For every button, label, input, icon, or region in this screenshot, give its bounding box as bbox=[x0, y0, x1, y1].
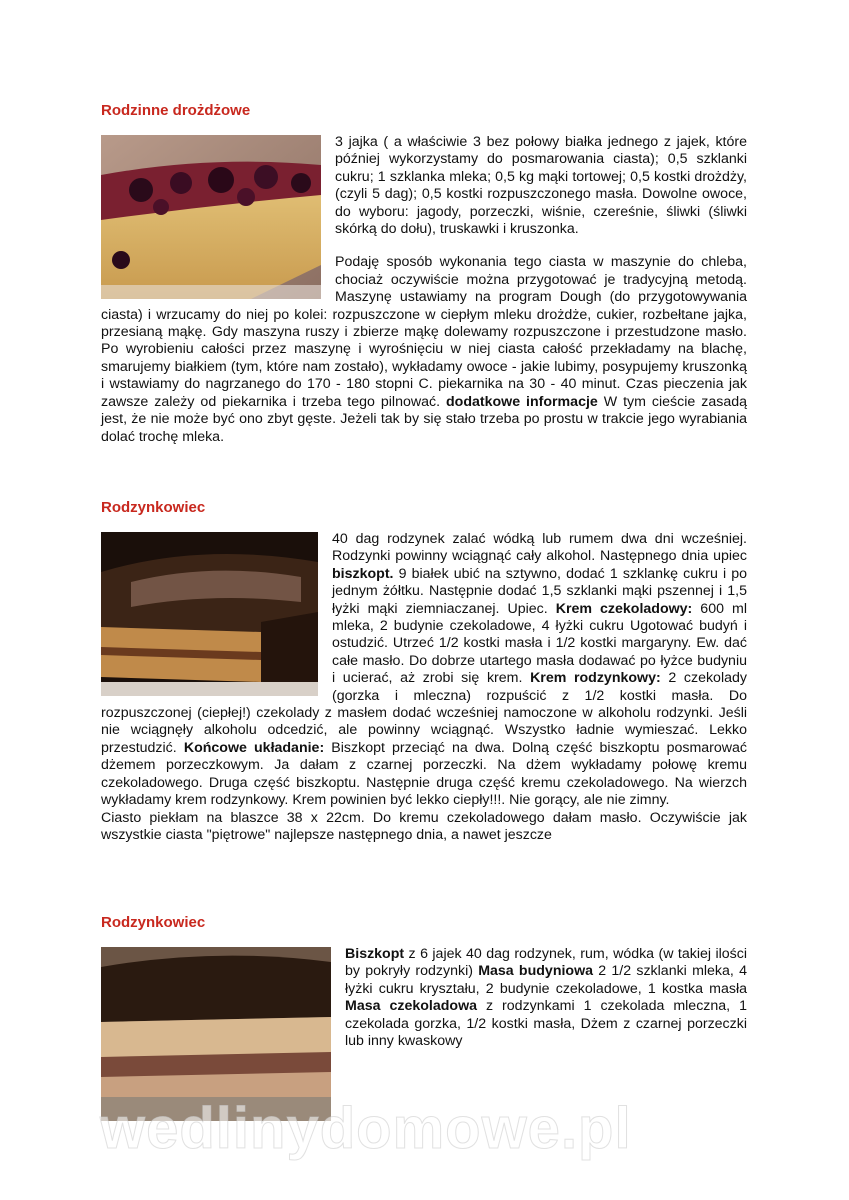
text-run: 600 ml mleka, 2 budynie czekoladowe, 4 łyżki cukru Ugotować budyń i ostudzić. Utrzeć 1/2 kostki masła i 1/2 kostki margaryny. Ew. dać całe masło. Do dobrze utartego masła dodawać po łyżce budyniu i ucierać, aż zrobi się krem. bbox=[332, 600, 747, 687]
site-watermark: wedlinydomowe.pl bbox=[100, 1096, 632, 1161]
recipe-body bbox=[101, 531, 747, 844]
bold-run: Masa budyniowa bbox=[478, 963, 594, 980]
text-run: W tym cieście zasadą jest, że nie może być ono zbyt gęste. Jeżeli tak by się stało trzeba po prostu w trakcie jego wyrabiania dolać trochę mleka. bbox=[101, 393, 747, 445]
text-run: Ciasto piekłam na blaszce 38 x 22cm. Do kremu czekoladowego dałam masło. Oczywiście jak wszystkie ciasta "piętrowe" najlepsze następnego dnia, a nawet jeszcze bbox=[101, 809, 747, 843]
bold-run: Krem rodzynkowy: bbox=[530, 670, 661, 687]
bold-run: Masa czekoladowa bbox=[345, 998, 477, 1015]
note-paragraph bbox=[101, 810, 747, 845]
recipe-body bbox=[101, 946, 747, 1050]
recipe-title: Rodzynkowiec bbox=[101, 914, 206, 931]
bold-run: Krem czekoladowy: bbox=[555, 600, 693, 617]
bold-run: biszkopt. bbox=[332, 565, 394, 582]
bold-run: Końcowe układanie: bbox=[183, 739, 325, 756]
text-run: 3 jajka ( a właściwie 3 bez połowy białka jednego z jajek, które później wykorzystamy do posmarowania ciasta); 0,5 szklanki cukru; 1 szklanka mleka; 0,5 kg mąki tortowej; 0,5 kostki drożdży, (czyli 5 dag); 0,5 kostki rozpuszczonego masła. Dowolne owoce, do wyboru: jagody, porzeczki, wiśnie, czereśnie, śliwki (śliwki skórką do dołu), truskawki i kruszonka. bbox=[335, 134, 747, 238]
recipe-title: Rodzinne drożdżowe bbox=[101, 102, 251, 119]
recipe-section-2 bbox=[101, 499, 747, 844]
bold-run: Biszkopt bbox=[345, 946, 405, 962]
bold-run: dodatkowe informacje bbox=[445, 393, 598, 410]
text-run: Podaję sposób wykonania tego ciasta w maszynie do chleba, chociaż oczywiście można przygotować je tradycyjną metodą. Maszynę ustawiamy na program Dough (do przygotowywania ciasta) i wrzucamy do niej po kolei: rozpuszczone w ciepłym mleku drożdże, cukier, rozbełtane jajka, przesianą mąkę. Gdy maszyna ruszy i zbierze mąkę dolewamy rozpuszczone i przestudzone masło. Po wyrobieniu całości przez maszynę i wyrośnięciu w niej ciasta całość przekładamy na blachę, smarujemy białkiem (tym, które nam zostało), wykładamy owoce - jakie lubimy, posypujemy kruszonką i wstawiamy do nagrzanego do 170 - 180 stopni C. piekarnika na 30 - 40 minut. Czas pieczenia jak zawsze zależy od piekarnika i trzeba tego pilnować. bbox=[101, 254, 747, 410]
text-run: 2 1/2 szklanki mleka, 4 łyżki cukru kryształu, 2 budynie czekoladowe, 1 kostka masła bbox=[345, 963, 747, 997]
text-run: 9 białek ubić na sztywno, dodać 1 szklankę cukru i po jednym żółtku. Następnie dodać 1,5 szklanki mąki pszennej i 1,5 łyżki mąki ziemniaczanej. Upiec. bbox=[332, 565, 747, 617]
recipe-section-3 bbox=[101, 914, 747, 1125]
text-run: 2 czekolady (gorzka i mleczna) rozpuścić z 1/2 kostki masła. Do rozpuszczonej (ciepłej!) czekolady z masłem dodać wcześniej namoczone w alkoholu rodzynki. Jeśli nie wciągnęły alkoholu odcedzić, ale powinny wciągnąć. Wszystko ładnie wymieszać. Lekko przestudzić. bbox=[101, 670, 747, 756]
recipe-section-1 bbox=[101, 102, 747, 446]
text-run: Biszkopt przeciąć na dwa. Dolną część biszkoptu posmarować dżemem porzeczkowym. Ja dałam z czarnej porzeczki. Na dżem wykładamy połowę kremu czekoladowego. Druga część biszkoptu. Następnie druga część kremu czekoladowego. Na wierzch wykładamy krem rodzynkowy. Krem powinien być lekko ciepły!!!. Nie gorący, ale nie zimny. bbox=[101, 739, 748, 809]
cake-photo bbox=[101, 135, 321, 299]
text-run: 40 dag rodzynek zalać wódką lub rumem dwa dni wcześniej. Rodzynki powinny wciągnąć cały alkohol. Następnego dnia upiec bbox=[332, 531, 747, 565]
text-run: z 6 jajek 40 dag rodzynek, rum, wódka (w takiej ilości by pokryły rodzynki) bbox=[345, 946, 747, 980]
cake-photo bbox=[101, 532, 318, 696]
recipe-body bbox=[101, 134, 747, 446]
recipe-title: Rodzynkowiec bbox=[101, 499, 206, 516]
text-run: z rodzynkami 1 czekolada mleczna, 1 czekolada gorzka, 1/2 kostki masła, Dżem z czarnej porzeczki lub inny kwaskowy bbox=[345, 998, 747, 1050]
